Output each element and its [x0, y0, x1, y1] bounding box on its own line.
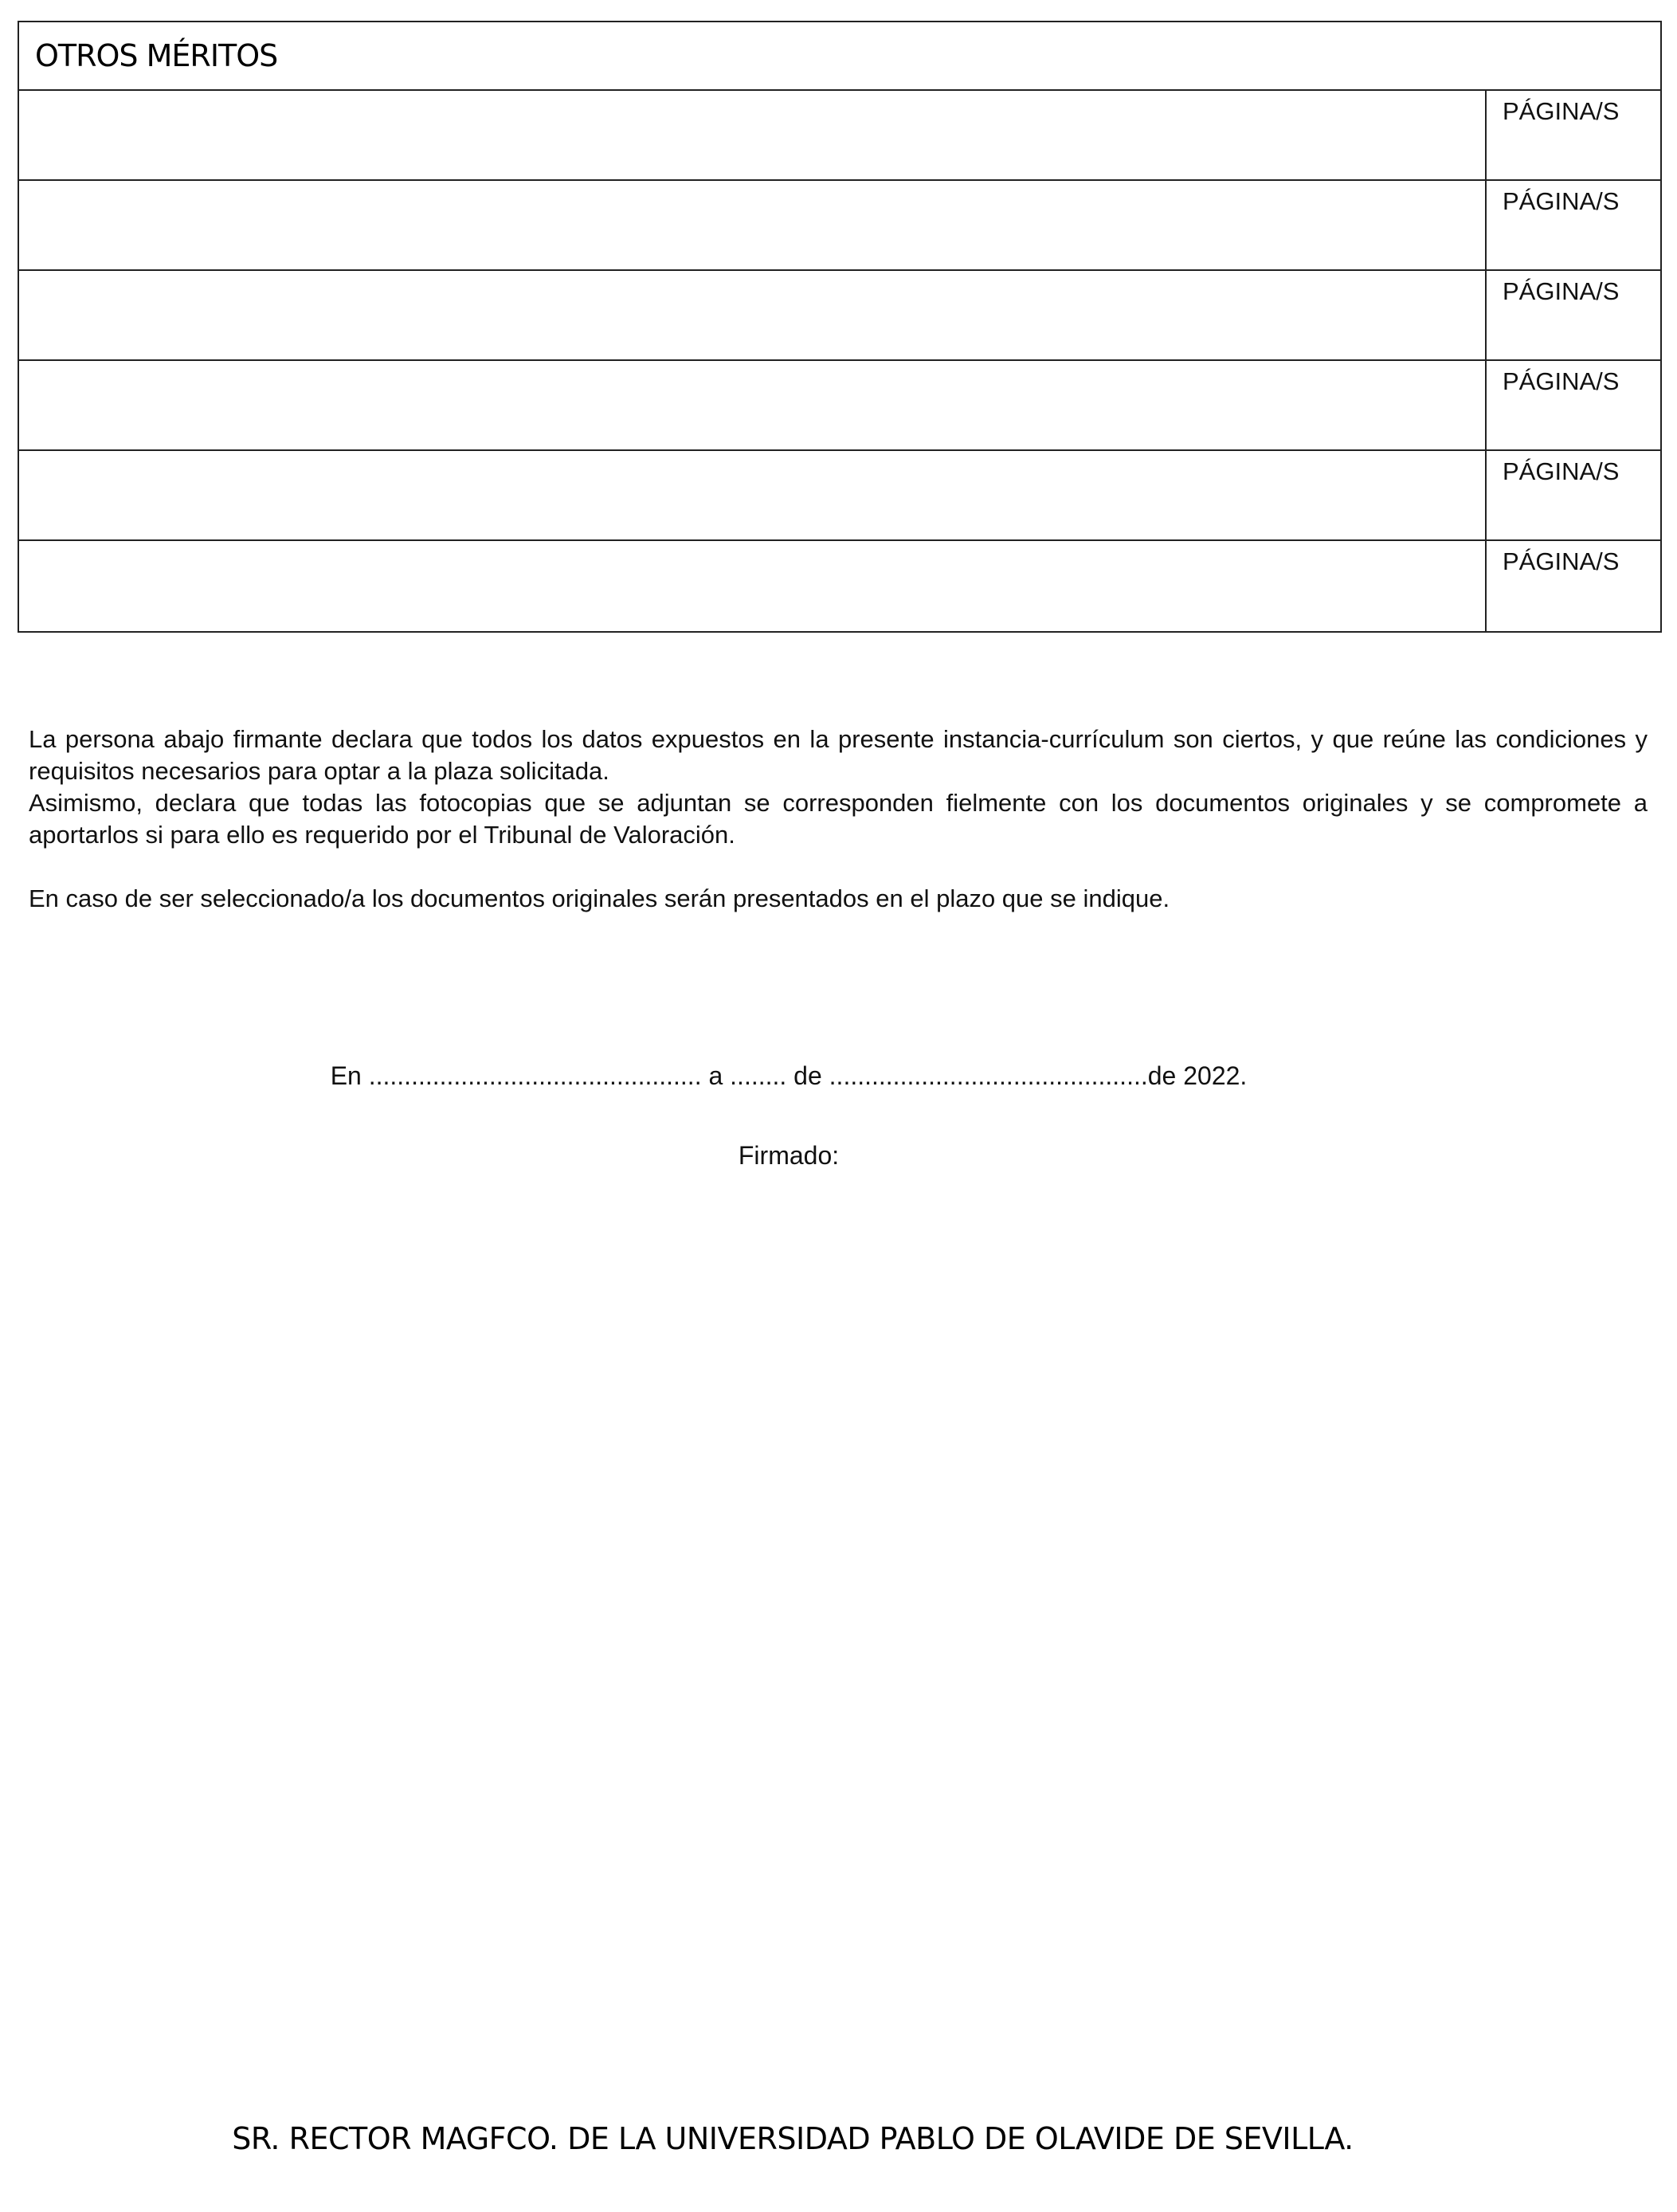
- otros-meritos-table: [18, 21, 1662, 633]
- merit-entry-field[interactable]: [19, 271, 1487, 359]
- merit-entry-field[interactable]: [19, 91, 1487, 179]
- otros-meritos-title: OTROS MÉRITOS: [19, 22, 1660, 91]
- declaration-paragraph: En caso de ser seleccionado/a los documentos originales serán presentados en el plazo que se indique.: [29, 884, 1170, 912]
- merit-pages-field[interactable]: PÁGINA/S: [1503, 367, 1620, 395]
- place-date-line: En ............................................... a ........ de .............................................de 2022.: [330, 1061, 1248, 1090]
- declaration-paragraph: Asimismo, declara que todas las fotocopias que se adjuntan se corresponden fielmente con los documentos originales y se compromete a aportarlos si para ello es requerido por el Tribunal de Valoración.: [29, 789, 1648, 849]
- merit-pages-field[interactable]: PÁGINA/S: [1503, 97, 1620, 125]
- merit-pages-field[interactable]: PÁGINA/S: [1503, 457, 1620, 485]
- merit-row: [19, 361, 1660, 451]
- merit-pages-field[interactable]: PÁGINA/S: [1503, 187, 1620, 215]
- declaration-text: [29, 724, 1648, 915]
- addressee-line: SR. RECTOR MAGFCO. DE LA UNIVERSIDAD PABLO DE OLAVIDE DE SEVILLA.: [232, 2121, 1354, 2156]
- merit-pages-field[interactable]: PÁGINA/S: [1503, 277, 1620, 305]
- merit-row: [19, 451, 1660, 541]
- merit-row: [19, 91, 1660, 181]
- merit-row: [19, 541, 1660, 631]
- merit-entry-field[interactable]: [19, 541, 1487, 631]
- merit-pages-field[interactable]: PÁGINA/S: [1503, 547, 1620, 575]
- merit-entry-field[interactable]: [19, 181, 1487, 269]
- merit-entry-field[interactable]: [19, 451, 1487, 539]
- declaration-paragraph: La persona abajo firmante declara que todos los datos expuestos en la presente instancia-currículum son ciertos, y que reúne las condiciones y requisitos necesarios para optar a la plaza solicitada.: [29, 725, 1648, 785]
- merit-row: [19, 181, 1660, 271]
- signature-label: Firmado:: [738, 1141, 840, 1170]
- merit-entry-field[interactable]: [19, 361, 1487, 449]
- merit-row: [19, 271, 1660, 361]
